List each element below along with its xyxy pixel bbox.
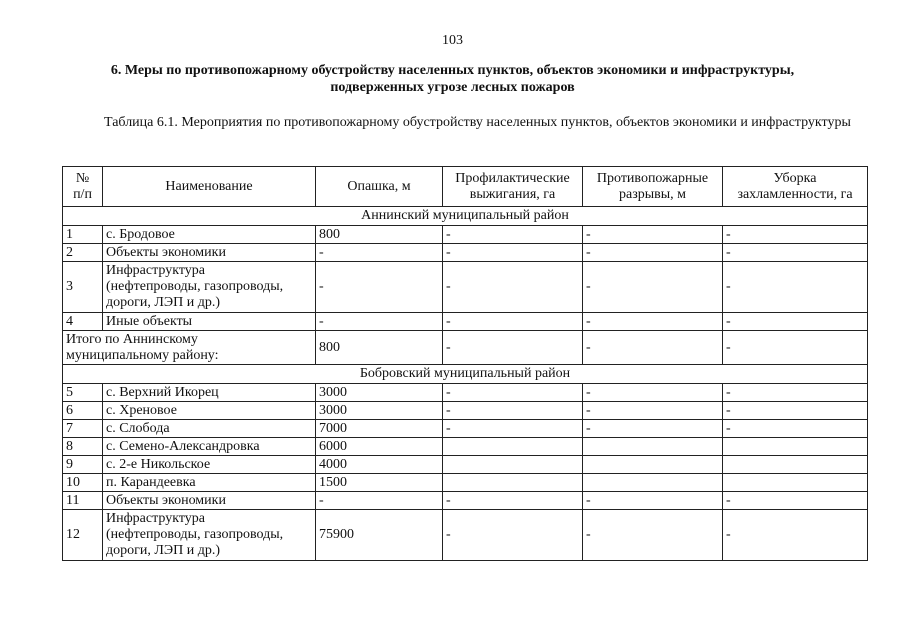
table-row: 6 с. Хреновое 3000 - - - bbox=[63, 402, 868, 420]
header-name: Наименование bbox=[103, 167, 316, 207]
table-row: 12 Инфраструктура (нефтепроводы, газопроводы, дороги, ЛЭП и др.) 75900 - - - bbox=[63, 510, 868, 561]
header-clean: Уборка захламленности, га bbox=[723, 167, 868, 207]
header-breaks: Противопожарные разрывы, м bbox=[583, 167, 723, 207]
section-title-line2: подверженных угрозе лесных пожаров bbox=[330, 80, 575, 95]
table-row: 1 с. Бродовое 800 - - - bbox=[63, 226, 868, 244]
table-row: 5 с. Верхний Икорец 3000 - - - bbox=[63, 384, 868, 402]
measures-table bbox=[62, 166, 868, 561]
header-burn: Профилактические выжигания, га bbox=[443, 167, 583, 207]
total-row: Итого по Аннинскому муниципальному району: 800 - - - bbox=[63, 331, 868, 365]
region-row bbox=[63, 365, 868, 384]
table-row: 8 с. Семено-Александровка 6000 bbox=[63, 438, 868, 456]
page-number: 103 bbox=[442, 33, 463, 48]
table-row: 3 Инфраструктура (нефтепроводы, газопроводы, дороги, ЛЭП и др.) - - - - bbox=[63, 262, 868, 313]
table-header-row bbox=[63, 167, 868, 207]
table-caption-text: Таблица 6.1. Мероприятия по противопожарному обустройству населенных пунктов, объектов экономики и инфраструктуры bbox=[104, 115, 851, 130]
region-row bbox=[63, 207, 868, 226]
region-title: Аннинский муниципальный район bbox=[63, 207, 868, 226]
section-title-line1: 6. Меры по противопожарному обустройству населенных пунктов, объектов экономики и инфраструктуры, bbox=[110, 63, 795, 78]
header-num: № п/п bbox=[63, 167, 103, 207]
header-opashka: Опашка, м bbox=[316, 167, 443, 207]
table-row: 10 п. Карандеевка 1500 bbox=[63, 474, 868, 492]
section-title bbox=[40, 62, 865, 96]
table-row: 9 с. 2-е Никольское 4000 bbox=[63, 456, 868, 474]
table-row: 7 с. Слобода 7000 - - - bbox=[63, 420, 868, 438]
table-row: 11 Объекты экономики - - - - bbox=[63, 492, 868, 510]
total-label: Итого по Аннинскому муниципальному району: bbox=[63, 331, 316, 365]
table-caption bbox=[62, 114, 867, 131]
region-title: Бобровский муниципальный район bbox=[63, 365, 868, 384]
table-row: 2 Объекты экономики - - - - bbox=[63, 244, 868, 262]
table-row: 4 Иные объекты - - - - bbox=[63, 313, 868, 331]
